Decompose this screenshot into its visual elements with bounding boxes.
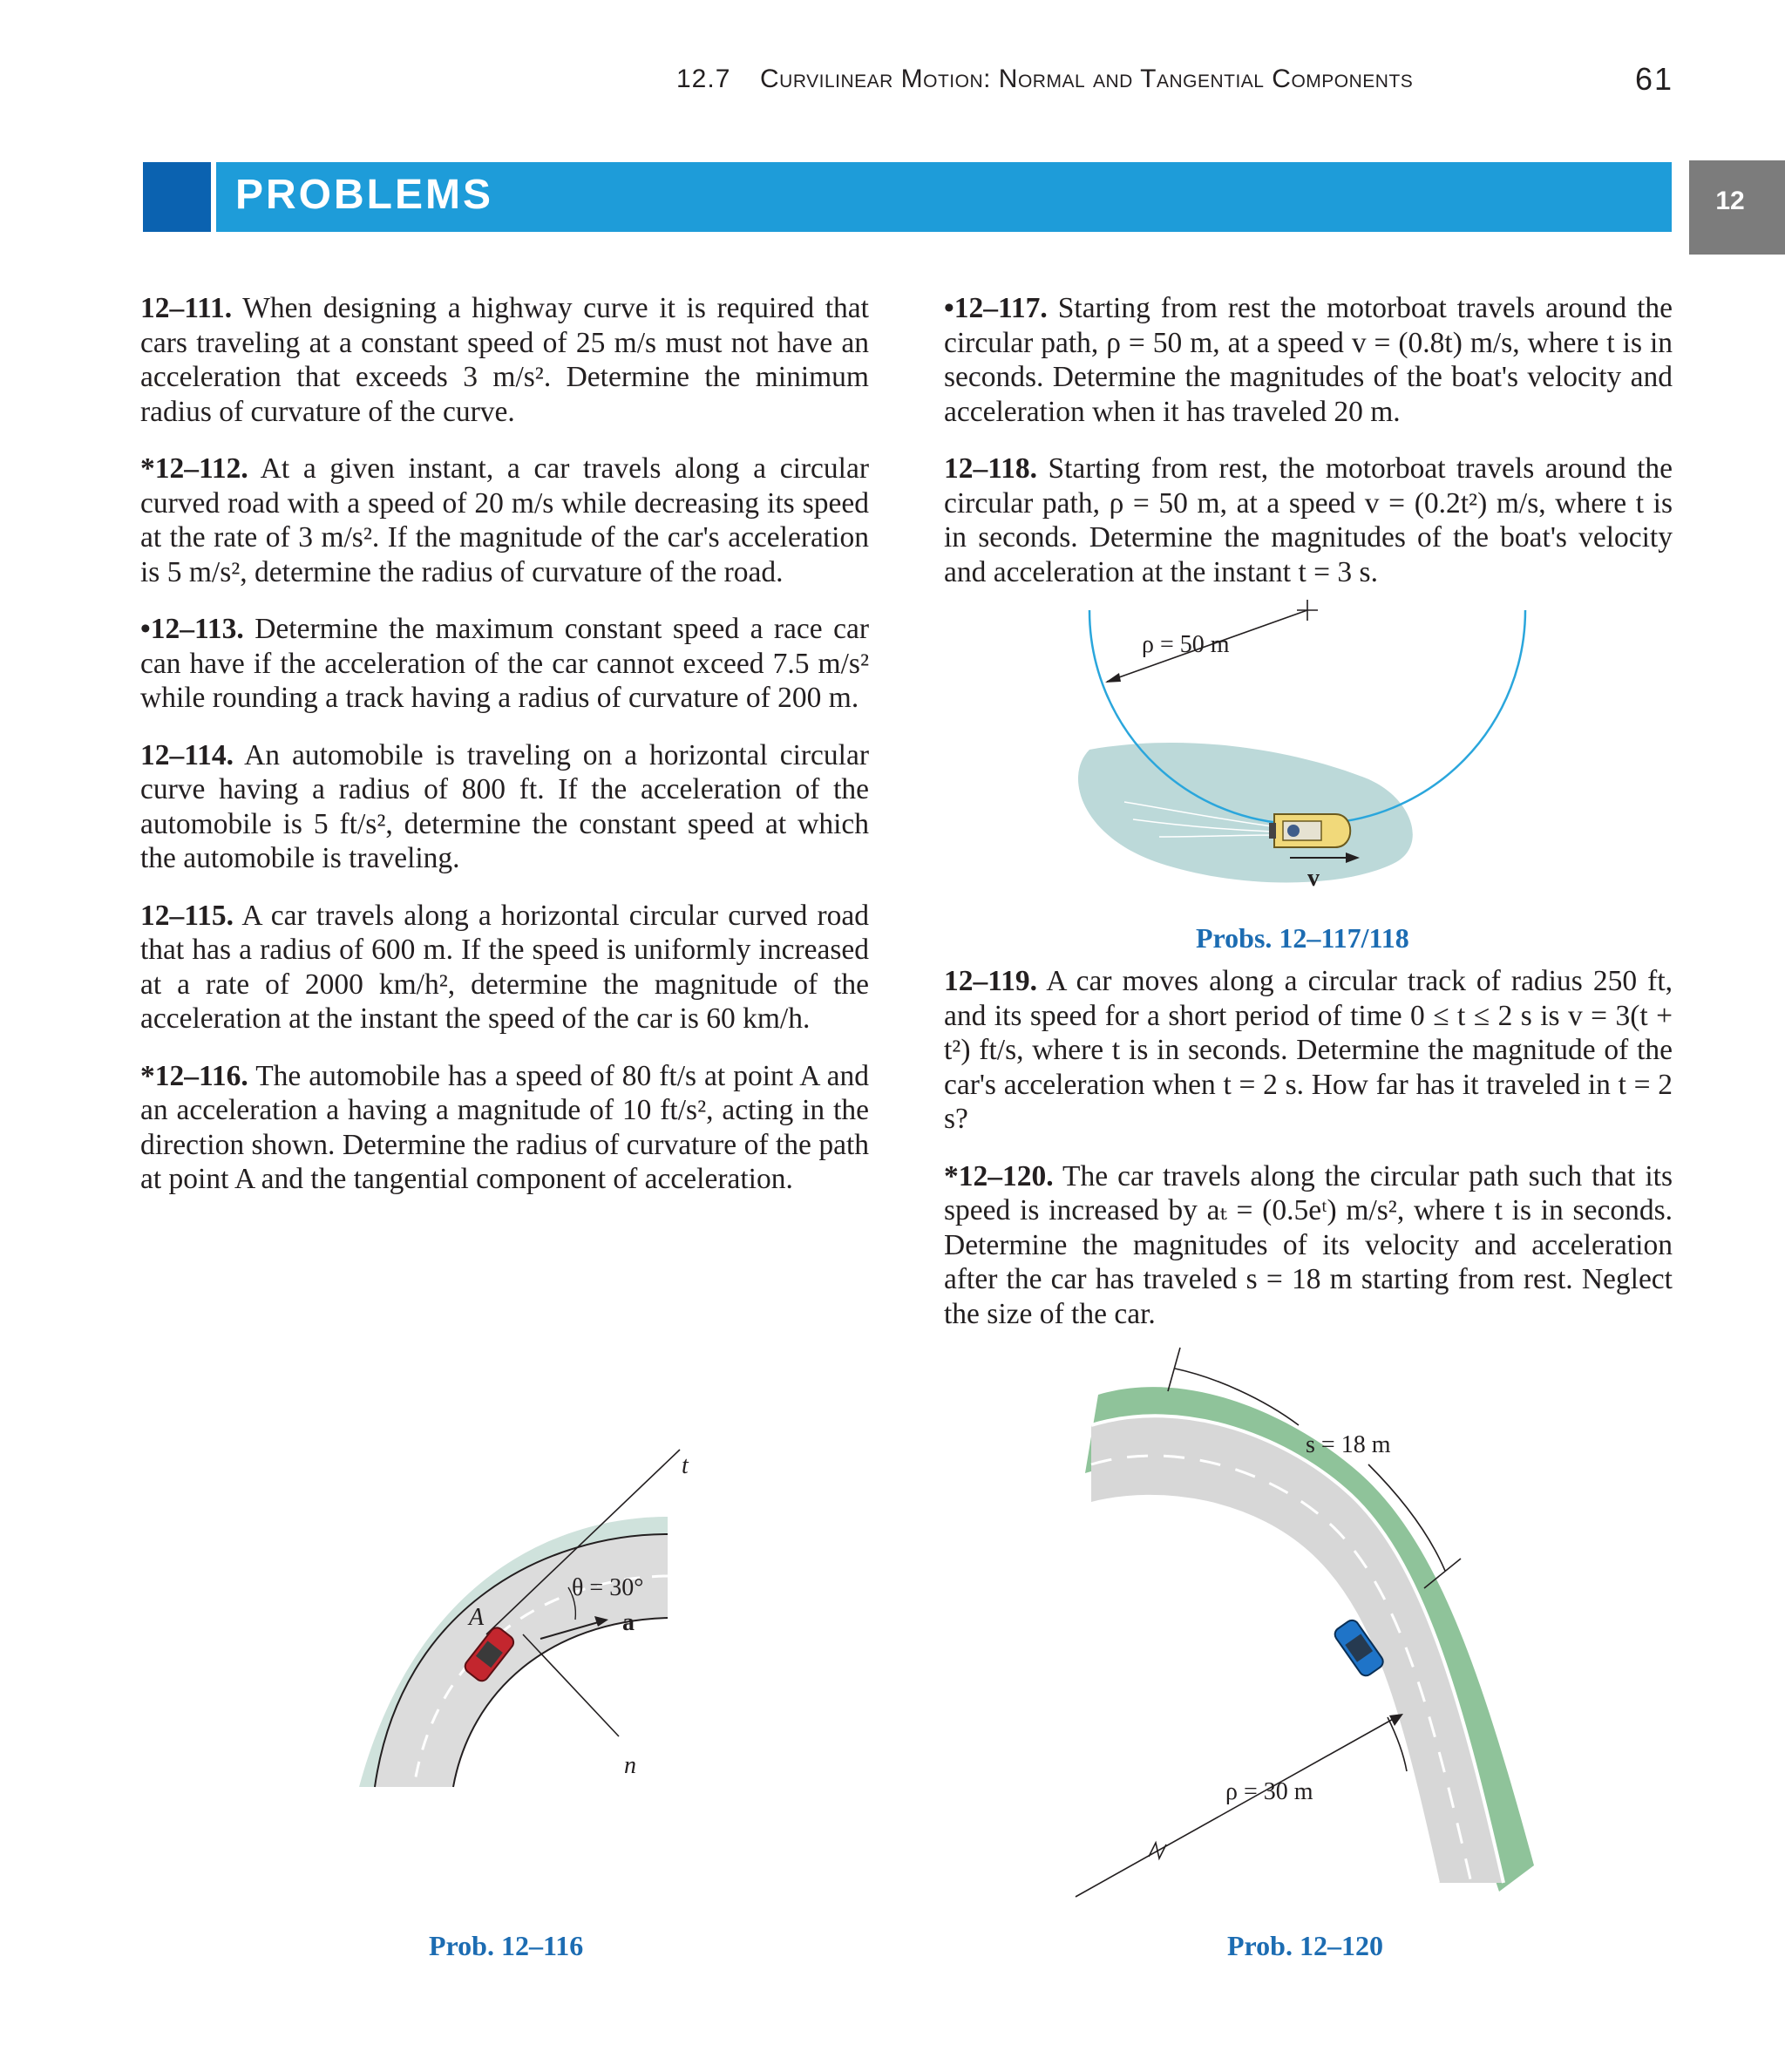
a-label: a (622, 1609, 635, 1636)
problem-number: •12–117. (944, 292, 1048, 324)
left-column (140, 291, 869, 1197)
problem-12-117 (944, 291, 1673, 429)
page-number: 61 (1635, 61, 1674, 97)
problem-12-120 (944, 1159, 1673, 1332)
normal-line (523, 1634, 619, 1736)
problem-number: *12–120. (944, 1159, 1054, 1192)
problem-12-118 (944, 452, 1673, 589)
problem-number: 12–118. (944, 452, 1038, 485)
banner-accent (143, 162, 211, 232)
right-column-top (944, 291, 1673, 589)
rho-label: ρ = 30 m (1225, 1778, 1313, 1805)
car-116-figure (340, 1447, 689, 1813)
car-120-figure (1072, 1342, 1543, 1900)
problem-text: When designing a highway curve it is required that cars traveling at a constant speed of 25 m/s must not have an acceleration that exceeds 3 m/s². Determine the minimum radius of curvature of the curve. (140, 292, 869, 428)
problem-text: Starting from rest the motorboat travels around the circular path, ρ = 50 m, at a speed v = (0.8t) m/s, where t is in seconds. Determine the magnitudes of the boat's velocity and acceleration when it has traveled 20 m. (944, 292, 1673, 428)
section-number: 12.7 (676, 65, 731, 93)
boat-figure-caption: Probs. 12–117/118 (1196, 922, 1409, 954)
problem-number: 12–115. (140, 899, 234, 932)
radius-arrowhead (1105, 673, 1121, 683)
banner-title: PROBLEMS (235, 172, 494, 218)
problem-12-116 (140, 1059, 869, 1197)
problem-number: 12–111. (140, 292, 233, 324)
problem-text: At a given instant, a car travels along a circular curved road with a speed of 20 m/s while decreasing its speed at the rate of 3 m/s². If the magnitude of the car's acceleration is 5 m/s², determine the radius of curvature of the road. (140, 452, 870, 588)
chapter-tab-label: 12 (1715, 187, 1745, 215)
problem-number: 12–114. (140, 738, 234, 771)
problem-text: A car travels along a horizontal circular curved road that has a radius of 600 m. If the speed is uniformly increased at a rate of 2000 km/h², determine the magnitude of the acceleration at the instant the speed of the car is 60 km/h. (140, 899, 869, 1035)
car-120-figure-caption: Prob. 12–120 (1227, 1930, 1383, 1961)
problem-number: *12–116. (140, 1059, 248, 1092)
problem-text: Starting from rest, the motorboat travels around the circular path, ρ = 50 m, at a speed v = (0.2t²) m/s, where t is in seconds. Determine the magnitudes of the boat's velocity and acceleration at the instant t = 3 s. (944, 452, 1673, 588)
theta-label: θ = 30° (572, 1574, 644, 1601)
problem-number: *12–112. (140, 452, 248, 485)
running-head (0, 61, 1673, 105)
car-116-figure-caption: Prob. 12–116 (429, 1930, 584, 1961)
problem-text: A car moves along a circular track of radius 250 ft, and its speed for a short period of time 0 ≤ t ≤ 2 s is v = 3(t + t²) ft/s, where t is in seconds. Determine the magnitude of the car's acceleration when t = 2 s. How far has it traveled in t = 2 s? (944, 965, 1673, 1135)
problem-number: •12–113. (140, 613, 244, 645)
problem-12-113 (140, 612, 869, 716)
problem-text: An automobile is traveling on a horizontal circular curve having a radius of 800 ft. If the acceleration of the automobile is 5 ft/s², determine the constant speed at which the automobile is traveling. (140, 738, 869, 874)
s-label: s = 18 m (1306, 1431, 1391, 1458)
rho-break (1149, 1843, 1166, 1858)
problem-12-112 (140, 452, 869, 589)
A-label: A (469, 1604, 485, 1631)
problem-number: 12–119. (944, 965, 1038, 997)
problem-text: The car travels along the circular path such that its speed is increased by aₜ = (0.5eᵗ) m/s², where t is in seconds. Determine the magnitudes of its velocity and acceleration after the car has traveled s = 18 m starting from rest. Neglect the size of the car. (944, 1159, 1673, 1330)
section-title: Curvilinear Motion: Normal and Tangential Components (760, 65, 1414, 93)
t-label: t (682, 1452, 689, 1479)
water-region (1078, 743, 1413, 883)
problem-12-114 (140, 738, 869, 876)
rho-line (1076, 1717, 1396, 1897)
rho-label: ρ = 50 m (1142, 631, 1230, 658)
problem-text: The automobile has a speed of 80 ft/s at point A and an acceleration a having a magnitude of 10 ft/s², acting in the direction shown. Determine the radius of curvature of the path at point A and the tangential component of acceleration. (140, 1059, 869, 1195)
right-column-bottom (944, 964, 1673, 1331)
problem-12-111 (140, 291, 869, 429)
motorboat (1269, 814, 1350, 847)
n-label: n (624, 1752, 636, 1779)
problem-text: Determine the maximum constant speed a race car can have if the acceleration of the car cannot exceed 7.5 m/s² while rounding a track having a radius of curvature of 200 m. (140, 613, 870, 714)
problem-12-115 (140, 899, 869, 1036)
problem-12-119 (944, 964, 1673, 1137)
boat-figure (1028, 601, 1551, 915)
v-label: v (1307, 865, 1320, 892)
